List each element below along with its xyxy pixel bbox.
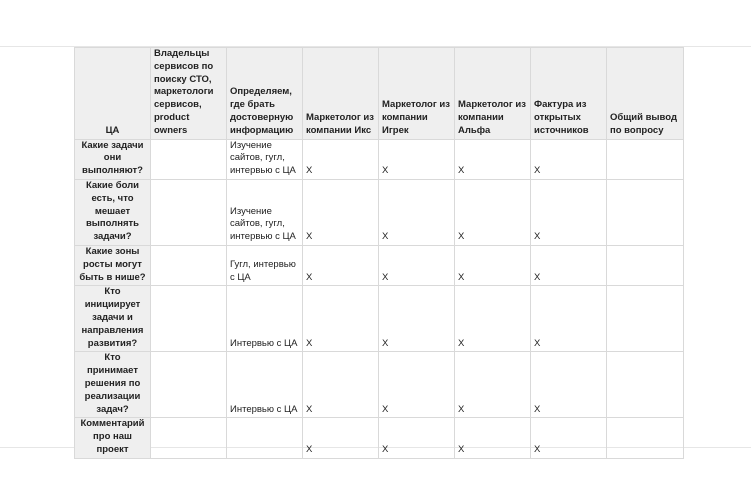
table-cell[interactable]: X bbox=[303, 179, 379, 245]
table-cell[interactable]: X bbox=[531, 352, 607, 418]
table-cell[interactable] bbox=[607, 418, 684, 458]
table-cell[interactable]: X bbox=[379, 352, 455, 418]
table-cell[interactable] bbox=[607, 245, 684, 285]
header-row bbox=[75, 48, 684, 140]
table-cell[interactable] bbox=[151, 286, 227, 352]
table-row bbox=[75, 139, 684, 179]
table-cell[interactable]: X bbox=[379, 139, 455, 179]
header-cell[interactable]: Общий вывод по вопросу bbox=[607, 48, 684, 140]
table-cell[interactable]: Изучение сайтов, гугл, интервью с ЦА bbox=[227, 139, 303, 179]
table-cell[interactable]: X bbox=[379, 179, 455, 245]
header-cell[interactable]: Маркетолог из компании Икс bbox=[303, 48, 379, 140]
table-cell[interactable]: X bbox=[531, 139, 607, 179]
table-cell[interactable]: X bbox=[379, 245, 455, 285]
table-cell[interactable]: X bbox=[379, 286, 455, 352]
research-table bbox=[74, 47, 684, 459]
table-cell[interactable]: X bbox=[379, 418, 455, 458]
table-cell[interactable]: X bbox=[455, 139, 531, 179]
table-cell[interactable] bbox=[607, 286, 684, 352]
table-cell[interactable]: X bbox=[303, 245, 379, 285]
question-cell[interactable]: Кто принимает решения по реализации задач? bbox=[75, 352, 151, 418]
header-cell[interactable]: Определяем, где брать достоверную информацию bbox=[227, 48, 303, 140]
table-cell[interactable]: X bbox=[531, 418, 607, 458]
table-cell[interactable] bbox=[607, 139, 684, 179]
header-cell[interactable]: Маркетолог из компании Игрек bbox=[379, 48, 455, 140]
table-cell[interactable]: X bbox=[531, 245, 607, 285]
table-cell[interactable]: X bbox=[531, 179, 607, 245]
question-cell[interactable]: Какие зоны росты могут быть в нише? bbox=[75, 245, 151, 285]
table-cell[interactable] bbox=[151, 179, 227, 245]
table-cell[interactable]: X bbox=[303, 418, 379, 458]
question-cell[interactable]: Какие задачи они выполняют? bbox=[75, 139, 151, 179]
table-cell[interactable]: X bbox=[455, 179, 531, 245]
table-cell[interactable] bbox=[607, 179, 684, 245]
table-cell[interactable]: X bbox=[455, 418, 531, 458]
header-cell[interactable]: Маркетолог из компании Альфа bbox=[455, 48, 531, 140]
header-cell[interactable]: Владельцы сервисов по поиску СТО, маркетологи сервисов, product owners bbox=[151, 48, 227, 140]
table-cell[interactable]: X bbox=[303, 286, 379, 352]
table-cell[interactable]: Изучение сайтов, гугл, интервью с ЦА bbox=[227, 179, 303, 245]
table-cell[interactable]: X bbox=[455, 286, 531, 352]
table-cell[interactable] bbox=[151, 352, 227, 418]
table-cell[interactable]: X bbox=[303, 139, 379, 179]
table-cell[interactable] bbox=[607, 352, 684, 418]
table-cell[interactable] bbox=[151, 418, 227, 458]
header-cell[interactable]: ЦА bbox=[75, 48, 151, 140]
table-cell[interactable] bbox=[227, 418, 303, 458]
table-cell[interactable]: X bbox=[303, 352, 379, 418]
table-row bbox=[75, 179, 684, 245]
question-cell[interactable]: Какие боли есть, что мешает выполнять задачи? bbox=[75, 179, 151, 245]
question-cell[interactable]: Кто инициирует задачи и направления развития? bbox=[75, 286, 151, 352]
header-cell[interactable]: Фактура из открытых источников bbox=[531, 48, 607, 140]
question-cell[interactable]: Комментарий про наш проект bbox=[75, 418, 151, 458]
table-row bbox=[75, 286, 684, 352]
table-row bbox=[75, 418, 684, 458]
table-cell[interactable]: X bbox=[455, 245, 531, 285]
table-cell[interactable]: Интервью с ЦА bbox=[227, 352, 303, 418]
table-row bbox=[75, 245, 684, 285]
table-cell[interactable]: Интервью с ЦА bbox=[227, 286, 303, 352]
table-row bbox=[75, 352, 684, 418]
table-cell[interactable]: X bbox=[455, 352, 531, 418]
table-cell[interactable] bbox=[151, 245, 227, 285]
table-cell[interactable]: Гугл, интервью с ЦА bbox=[227, 245, 303, 285]
table-cell[interactable] bbox=[151, 139, 227, 179]
table-cell[interactable]: X bbox=[531, 286, 607, 352]
